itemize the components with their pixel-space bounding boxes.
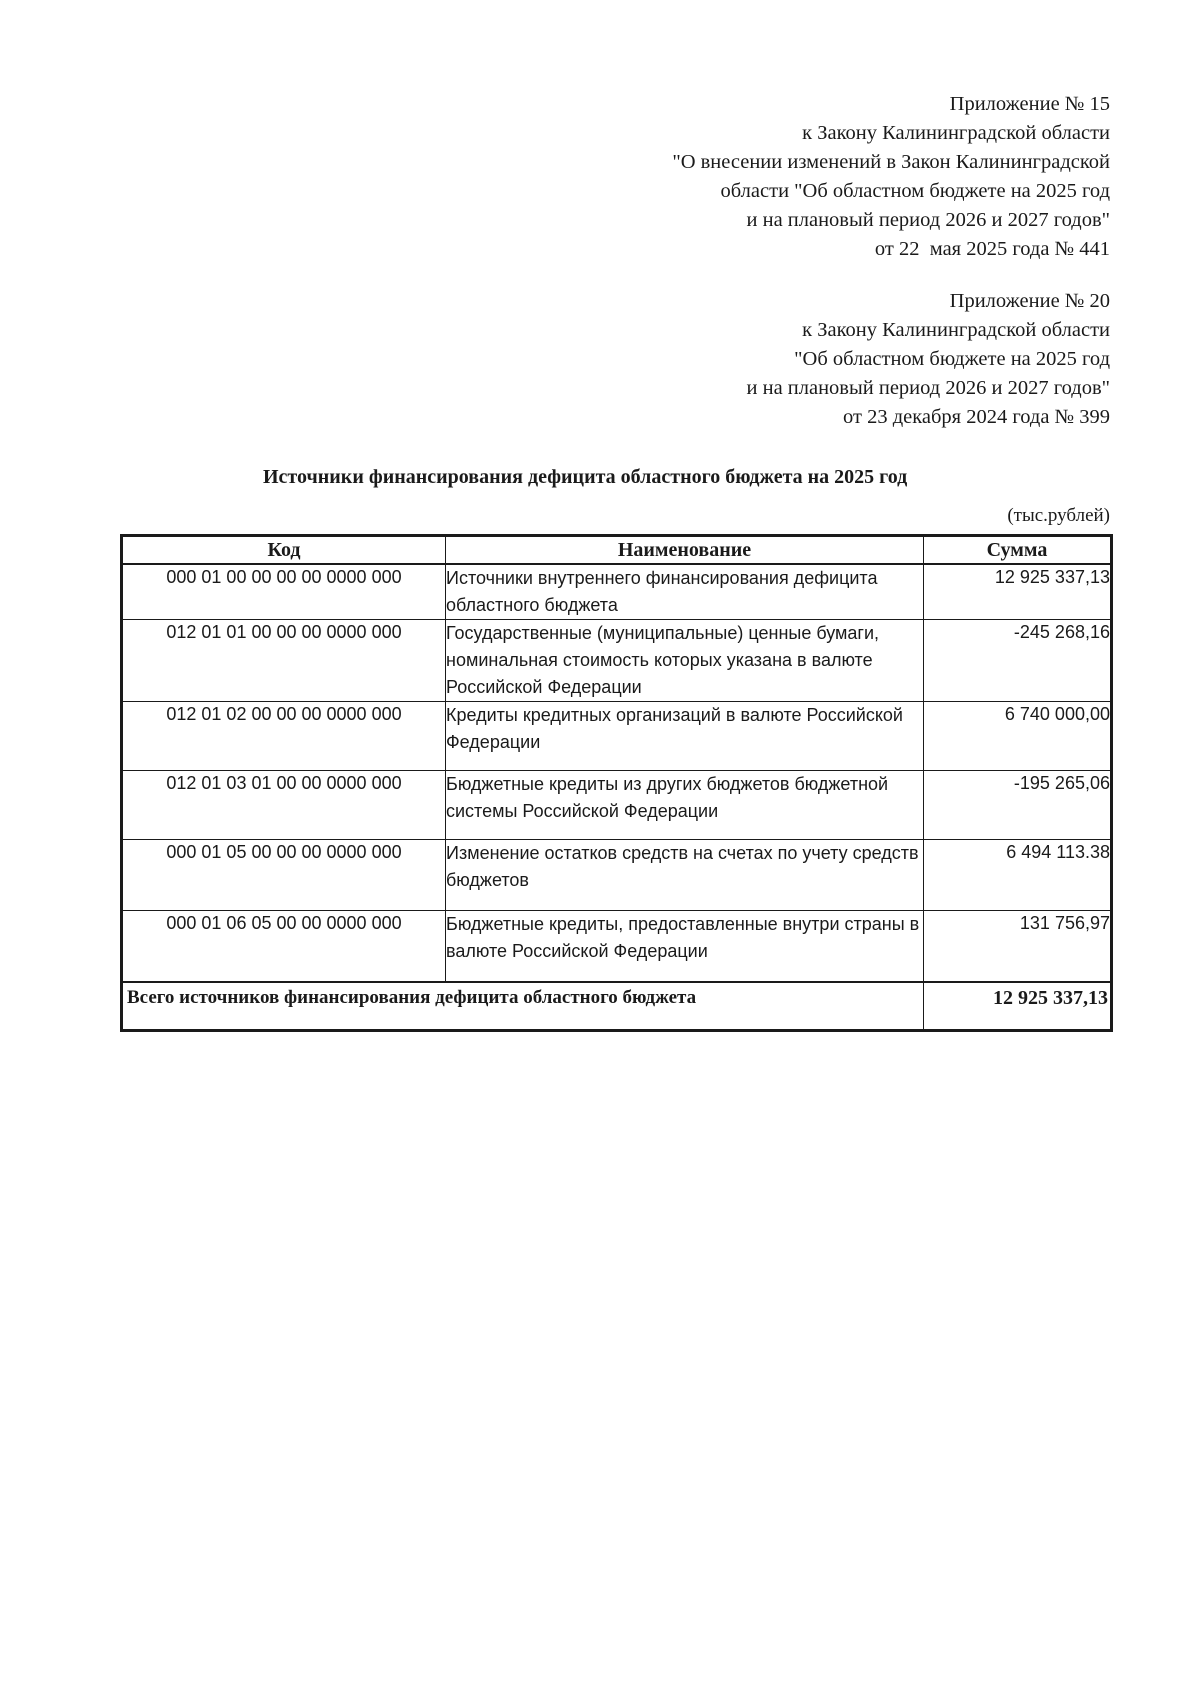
annex-original-line: от 23 декабря 2024 года № 399 bbox=[843, 406, 1110, 428]
total-sum: 12 925 337,13 bbox=[924, 982, 1112, 1031]
row-name: Бюджетные кредиты, предоставленные внутри страны в валюте Российской Федерации bbox=[446, 911, 924, 983]
annex-original-line: и на плановый период 2026 и 2027 годов" bbox=[746, 377, 1110, 399]
row-code: 012 01 02 00 00 00 0000 000 bbox=[122, 702, 446, 771]
row-name: Источники внутреннего финансирования дефицита областного бюджета bbox=[446, 564, 924, 620]
table-total-row bbox=[122, 982, 1112, 1031]
row-code: 012 01 01 00 00 00 0000 000 bbox=[122, 620, 446, 702]
annex-current-line: Приложение № 15 bbox=[949, 93, 1110, 115]
annex-current-line: "О внесении изменений в Закон Калининградской bbox=[672, 151, 1110, 173]
table-row bbox=[122, 840, 1112, 911]
column-header-name: Наименование bbox=[446, 536, 924, 565]
row-sum: -195 265,06 bbox=[924, 771, 1112, 840]
annex-original-line: к Закону Калининградской области bbox=[802, 319, 1110, 341]
annex-current-line: и на плановый период 2026 и 2027 годов" bbox=[746, 209, 1110, 231]
table-row bbox=[122, 620, 1112, 702]
table-row bbox=[122, 702, 1112, 771]
annex-original-line: Приложение № 20 bbox=[949, 290, 1110, 312]
row-sum: -245 268,16 bbox=[924, 620, 1112, 702]
financing-table bbox=[120, 534, 1113, 1032]
column-header-code: Код bbox=[122, 536, 446, 565]
table-row bbox=[122, 771, 1112, 840]
row-code: 000 01 05 00 00 00 0000 000 bbox=[122, 840, 446, 911]
annex-original-header bbox=[747, 287, 1111, 432]
table-row bbox=[122, 911, 1112, 983]
annex-current-line: от 22 мая 2025 года № 441 bbox=[874, 238, 1110, 260]
unit-label: (тыс.рублей) bbox=[1007, 505, 1110, 526]
table-row bbox=[122, 564, 1112, 620]
table-header-row bbox=[122, 536, 1112, 565]
annex-current-line: к Закону Калининградской области bbox=[802, 122, 1110, 144]
total-label: Всего источников финансирования дефицита областного бюджета bbox=[122, 982, 924, 1031]
row-code: 000 01 00 00 00 00 0000 000 bbox=[122, 564, 446, 620]
row-code: 012 01 03 01 00 00 0000 000 bbox=[122, 771, 446, 840]
annex-current-header bbox=[672, 90, 1110, 264]
row-code: 000 01 06 05 00 00 0000 000 bbox=[122, 911, 446, 983]
row-name: Кредиты кредитных организаций в валюте Российской Федерации bbox=[446, 702, 924, 771]
column-header-sum: Сумма bbox=[924, 536, 1112, 565]
row-sum: 6 494 113.38 bbox=[924, 840, 1112, 911]
row-name: Изменение остатков средств на счетах по учету средств бюджетов bbox=[446, 840, 924, 911]
row-name: Бюджетные кредиты из других бюджетов бюджетной системы Российской Федерации bbox=[446, 771, 924, 840]
row-name: Государственные (муниципальные) ценные бумаги, номинальная стоимость которых указана в валюте Российской Федерации bbox=[446, 620, 924, 702]
document-title: Источники финансирования дефицита областного бюджета на 2025 год bbox=[263, 466, 908, 488]
row-sum: 131 756,97 bbox=[924, 911, 1112, 983]
annex-current-line: области "Об областном бюджете на 2025 год bbox=[720, 180, 1110, 202]
row-sum: 6 740 000,00 bbox=[924, 702, 1112, 771]
annex-original-line: "Об областном бюджете на 2025 год bbox=[794, 348, 1110, 370]
row-sum: 12 925 337,13 bbox=[924, 564, 1112, 620]
